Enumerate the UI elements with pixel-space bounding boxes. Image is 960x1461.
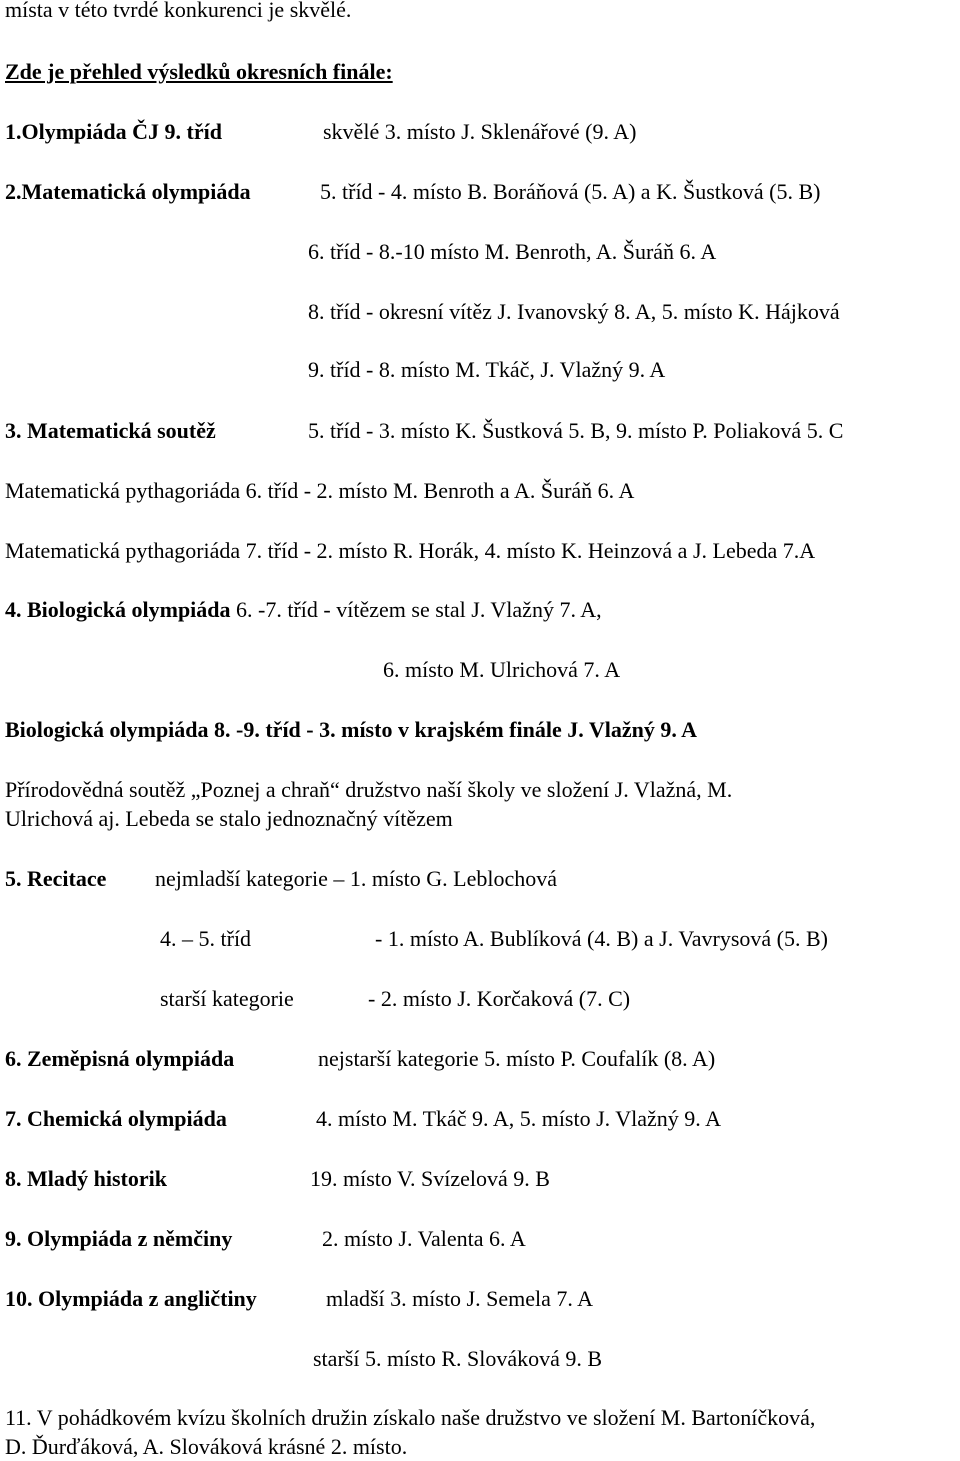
result-2-value: 5. tříd - 4. místo B. Boráňová (5. A) a K. Šustková (5. B) (320, 179, 821, 204)
result-2-label: 2.Matematická olympiáda (5, 179, 251, 204)
result-3-value: 5. tříd - 3. místo K. Šustková 5. B, 9. místo P. Poliaková 5. C (308, 418, 844, 443)
result-5-sub-1-value: - 1. místo A. Bublíková (4. B) a J. Vavrysová (5. B) (375, 926, 829, 951)
result-6-value: nejstarší kategorie 5. místo P. Coufalík (8. A) (318, 1046, 716, 1071)
result-4-sub: 6. místo M. Ulrichová 7. A (383, 657, 621, 682)
result-3-line-2: Matematická pythagoriáda 6. tříd - 2. místo M. Benroth a A. Šuráň 6. A (5, 478, 635, 503)
result-3-label: 3. Matematická soutěž (5, 418, 216, 443)
result-10-label: 10. Olympiáda z angličtiny (5, 1286, 257, 1311)
result-3-line-3: Matematická pythagoriáda 7. tříd - 2. místo R. Horák, 4. místo K. Heinzová a J. Lebeda 7.A (5, 538, 816, 563)
result-4-value: 6. -7. tříd - vítězem se stal J. Vlažný 7. A, (236, 597, 602, 622)
result-4-text-1: Přírodovědná soutěž „Poznej a chraň“ družstvo naší školy ve složení J. Vlažná, M. (5, 777, 733, 802)
result-8-value: 19. místo V. Svízelová 9. B (310, 1166, 550, 1191)
result-5-sub-2-label: starší kategorie (160, 986, 294, 1011)
result-2-sub-2: 8. tříd - okresní vítěz J. Ivanovský 8. A, 5. místo K. Hájková (308, 299, 840, 324)
results-heading: Zde je přehled výsledků okresních finále: (5, 59, 393, 84)
result-1-label: 1.Olympiáda ČJ 9. tříd (5, 119, 222, 144)
result-4-text-2: Ulrichová aj. Lebeda se stalo jednoznačný vítězem (5, 806, 453, 831)
result-7-value: 4. místo M. Tkáč 9. A, 5. místo J. Vlažný 9. A (316, 1106, 721, 1131)
result-4-row (5, 597, 602, 623)
result-10-value: mladší 3. místo J. Semela 7. A (326, 1286, 594, 1311)
result-8-label: 8. Mladý historik (5, 1166, 167, 1191)
result-1-value: skvělé 3. místo J. Sklenářové (9. A) (323, 119, 637, 144)
result-11-text-2: D. Ďurďáková, A. Slováková krásné 2. místo. (5, 1434, 408, 1459)
result-9-label: 9. Olympiáda z němčiny (5, 1226, 233, 1251)
result-4-label: 4. Biologická olympiáda (5, 597, 231, 622)
result-2-sub-3: 9. tříd - 8. místo M. Tkáč, J. Vlažný 9. A (308, 357, 666, 382)
result-4-bold-line: Biologická olympiáda 8. -9. tříd - 3. místo v krajském finále J. Vlažný 9. A (5, 717, 697, 742)
result-6-label: 6. Zeměpisná olympiáda (5, 1046, 235, 1071)
result-5-label: 5. Recitace (5, 866, 107, 891)
result-7-label: 7. Chemická olympiáda (5, 1106, 227, 1131)
result-9-value: 2. místo J. Valenta 6. A (322, 1226, 526, 1251)
result-5-sub-1-label: 4. – 5. tříd (160, 926, 252, 951)
result-10-sub: starší 5. místo R. Slováková 9. B (313, 1346, 603, 1371)
result-5-sub-2-value: - 2. místo J. Korčaková (7. C) (368, 986, 631, 1011)
result-2-sub-1: 6. tříd - 8.-10 místo M. Benroth, A. Šuráň 6. A (308, 239, 717, 264)
result-11-text-1: 11. V pohádkovém kvízu školních družin získalo naše družstvo ve složení M. Bartoníčková, (5, 1405, 816, 1430)
intro-text: místa v této tvrdé konkurenci je skvělé. (5, 0, 352, 22)
result-5-value: nejmladší kategorie – 1. místo G. Leblochová (155, 866, 558, 891)
